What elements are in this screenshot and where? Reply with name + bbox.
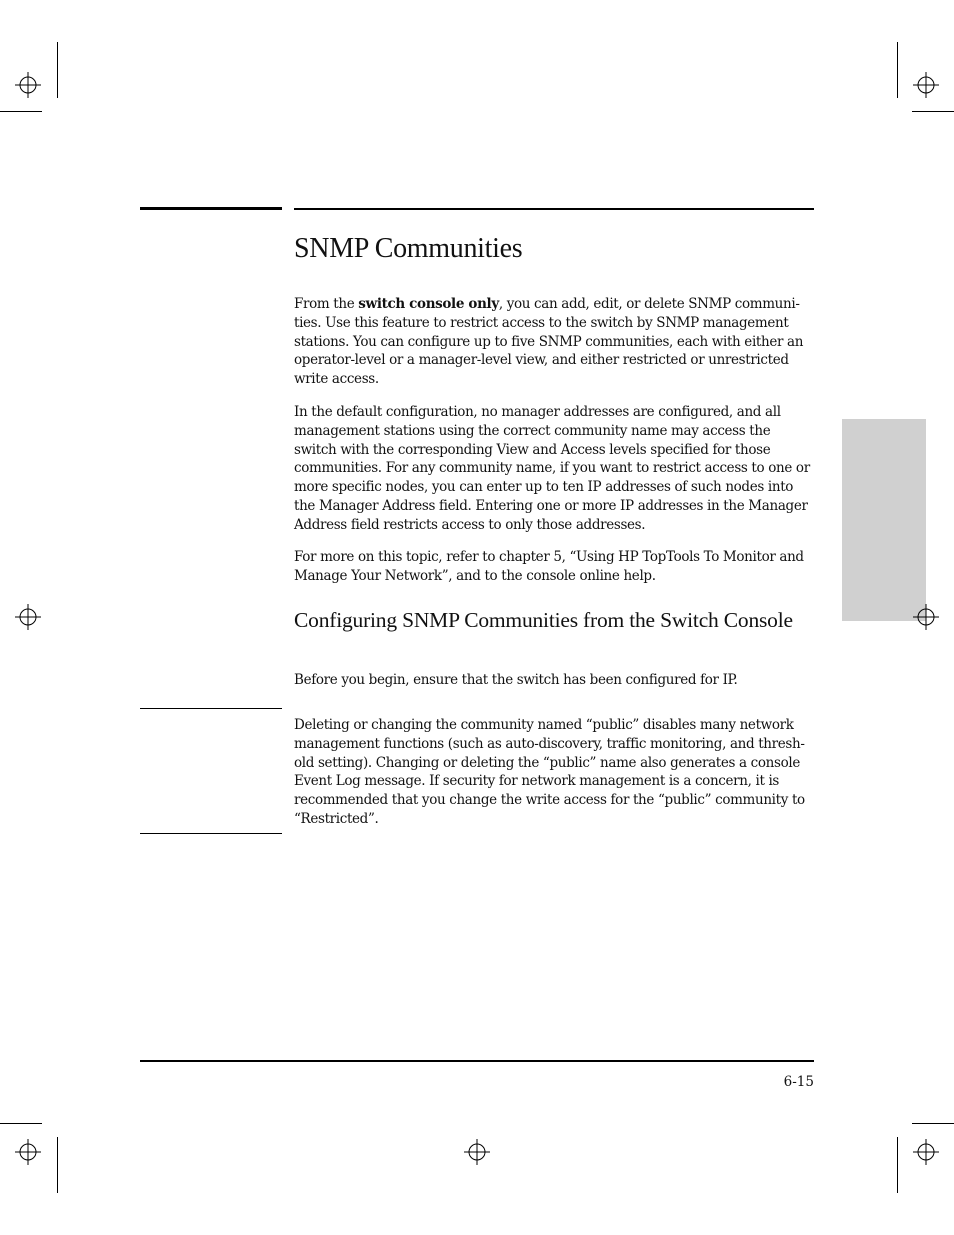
crosshair-circle-icon [15,72,41,98]
crop-mark [912,1123,954,1124]
crosshair-circle-icon [464,1139,490,1165]
crop-mark [0,1123,42,1124]
crosshair-circle-icon [913,1139,939,1165]
crosshair-circle-icon [15,1139,41,1165]
more-info-paragraph: For more on this topic, refer to chapter 5, “Using HP TopTools To Monitor and Manage Your Network”, and to the console online help. [294,549,804,584]
note-paragraph: Deleting or changing the community named “public” disables many network management functions (such as auto-discovery, traffic monitoring, and thresh-old setting). Changing or deleting the “public” name also generates a console Event Log message. If security for network management is a concern, it is recommended that you change the write access for the “public” community to “Restricted”. [294,717,805,827]
header-rule-right [294,208,814,210]
note-rule-top [140,708,282,709]
crop-mark [897,42,898,98]
footer-rule [140,1060,814,1062]
intro-lead: From the [294,296,359,312]
header-rule-left [140,207,282,210]
intro-emphasis: switch console only [358,296,499,312]
intro-paragraph [294,295,816,389]
crosshair-circle-icon [15,604,41,630]
page-number: 6-15 [783,1074,814,1090]
page-title: SNMP Communities [294,233,523,264]
crosshair-circle-icon [913,604,939,630]
default-config-paragraph: In the default configuration, no manager addresses are configured, and all management stations using the correct community name may access the switch with the corresponding View and Access levels specified for those communities. For any community name, if you want to restrict access to one or more specific nodes, you can enter up to ten IP addresses of such nodes into the Manager Address field. Entering one or more IP addresses in the Manager Address field restricts access to only those addresses. [294,404,810,533]
intro-rest: , you can add, edit, or delete SNMP communi-ties. Use this feature to restrict access to the switch by SNMP management stations. You can configure up to five SNMP communities, each with either an operator-level or a manager-level view, and either restricted or unrestricted write access. [294,296,804,388]
chapter-side-tab [842,419,926,621]
section-subheading: Configuring SNMP Communities from the Switch Console [294,608,793,632]
crop-mark [57,1137,58,1193]
crop-mark [0,111,42,112]
crosshair-circle-icon [913,72,939,98]
crop-mark [57,42,58,98]
crop-mark [912,111,954,112]
before-begin-paragraph: Before you begin, ensure that the switch has been configured for IP. [294,672,738,688]
note-rule-bottom [140,833,282,834]
crop-mark [897,1137,898,1193]
